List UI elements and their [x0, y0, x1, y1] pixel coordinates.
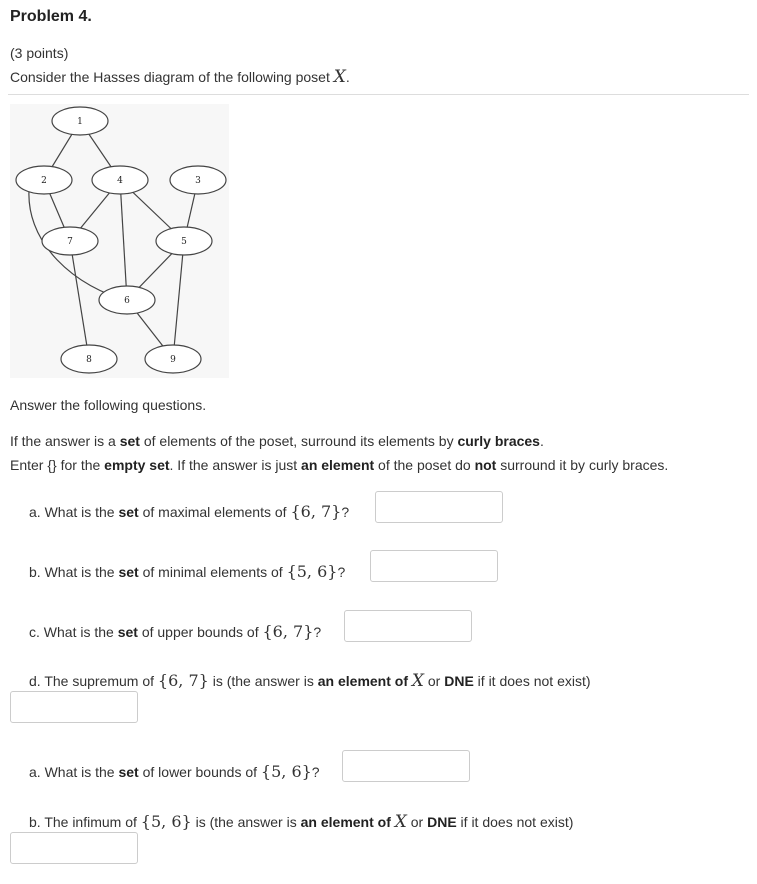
qf-bold1: an element of [300, 814, 391, 830]
qe-pre: a. What is the [29, 764, 119, 780]
qd-set: {6, 7} [157, 671, 209, 690]
qd-or: or [424, 673, 445, 689]
qf-bold2: DNE [427, 814, 457, 830]
edge-5-9 [173, 241, 184, 359]
edge-4-6 [120, 180, 127, 300]
points-label: (3 points) [10, 45, 69, 61]
node-label-2: 2 [41, 176, 47, 186]
edge-7-8 [70, 241, 89, 359]
instr2-d: an element [301, 457, 375, 473]
answer-input-lower-bounds[interactable] [342, 750, 470, 782]
node-label-5: 5 [181, 237, 187, 247]
node-label-9: 9 [170, 355, 176, 365]
node-label-8: 8 [86, 355, 92, 365]
qd-bold2: DNE [444, 673, 474, 689]
divider [8, 94, 749, 95]
answer-input-infimum[interactable] [10, 832, 138, 864]
qb-mid: of minimal elements of [138, 564, 287, 580]
qf-mid: is (the answer is [191, 814, 301, 830]
qc-bold: set [117, 624, 138, 640]
qc-set: {6, 7} [262, 622, 314, 641]
qb-end: ? [337, 564, 346, 580]
instr1-b: set [119, 433, 140, 449]
node-label-7: 7 [67, 237, 73, 247]
qb-bold: set [118, 564, 139, 580]
instr1-c: of elements of the poset, surround its elements by [139, 433, 458, 449]
answer-input-supremum[interactable] [10, 691, 138, 723]
qd-pre: d. The supremum of [29, 673, 158, 689]
question-infimum [29, 812, 573, 832]
qc-mid: of upper bounds of [137, 624, 263, 640]
qb-pre: b. What is the [29, 564, 119, 580]
answer-input-upper-bounds[interactable] [344, 610, 472, 642]
answer-input-maximal[interactable] [375, 491, 503, 523]
qf-var: X [394, 812, 407, 832]
problem-title: Problem 4. [10, 8, 92, 25]
qa-bold: set [118, 504, 139, 520]
answer-input-minimal[interactable] [370, 550, 498, 582]
qa-end: ? [341, 504, 350, 520]
answer-heading: Answer the following questions. [10, 397, 207, 413]
question-d [29, 671, 591, 691]
qd-var: X [411, 671, 424, 691]
instr1-e: . [539, 433, 544, 449]
question-lower-bounds [29, 762, 320, 781]
question-c [29, 622, 321, 641]
instr2-c: . If the answer is just [169, 457, 302, 473]
question-a [29, 502, 349, 521]
hasse-diagram-svg [10, 104, 229, 378]
qf-end: if it does not exist) [456, 814, 574, 830]
intro-period: . [345, 69, 350, 85]
intro-text [10, 67, 350, 87]
qd-mid: is (the answer is [208, 673, 318, 689]
instr1-d: curly braces [457, 433, 540, 449]
qe-mid: of lower bounds of [138, 764, 261, 780]
qb-set: {5, 6} [286, 562, 338, 581]
instr2-g: surround it by curly braces. [496, 457, 669, 473]
qa-pre: a. What is the [29, 504, 119, 520]
qf-or: or [406, 814, 428, 830]
node-label-1: 1 [77, 117, 83, 127]
qe-set: {5, 6} [260, 762, 312, 781]
qa-mid: of maximal elements of [138, 504, 291, 520]
instr2-a: Enter {} for the [10, 457, 105, 473]
instr2-f: not [474, 457, 497, 473]
qf-pre: b. The infimum of [29, 814, 141, 830]
qa-set: {6, 7} [290, 502, 342, 521]
intro-sentence: Consider the Hasses diagram of the following poset [10, 69, 334, 85]
instr2-b: empty set [104, 457, 170, 473]
qe-end: ? [311, 764, 320, 780]
qf-set: {5, 6} [140, 812, 192, 831]
qd-bold1: an element of [317, 673, 408, 689]
qd-end: if it does not exist) [473, 673, 591, 689]
instr2-e: of the poset do [374, 457, 475, 473]
instruction-line-1 [10, 433, 544, 449]
qc-end: ? [313, 624, 322, 640]
qc-pre: c. What is the [29, 624, 118, 640]
node-label-3: 3 [195, 176, 201, 186]
instr1-a: If the answer is a [10, 433, 120, 449]
qe-bold: set [118, 764, 139, 780]
node-label-4: 4 [117, 176, 123, 186]
node-label-6: 6 [124, 296, 130, 306]
instruction-line-2 [10, 457, 668, 473]
hasse-diagram [10, 104, 229, 378]
question-b [29, 562, 345, 581]
poset-variable: X [333, 67, 346, 87]
